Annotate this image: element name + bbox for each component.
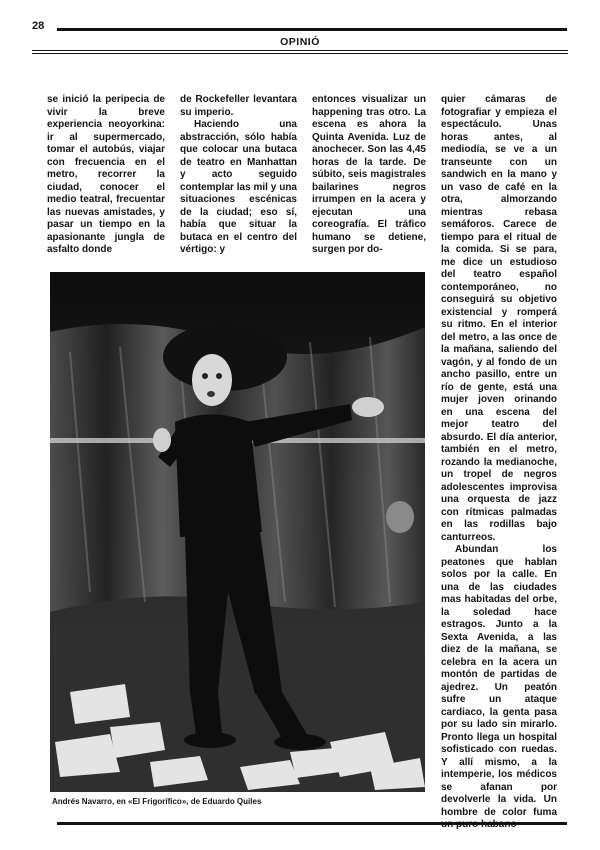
header-rule-thin-2 [32, 53, 568, 54]
header-rule-thin [32, 50, 568, 51]
paragraph: Haciendo una abstracción, sólo había que colocar una butaca de teatro en Manhattan y acto seguido contemplar las mil y una situaciones escénicas de la ciudad; eso sí, había que situar la butaca en el centro del vértigo: y [180, 119, 297, 255]
stage-photo [50, 272, 425, 792]
text-column-3 [312, 94, 426, 257]
header-rule [57, 28, 567, 31]
text-column-2 [180, 94, 297, 257]
photo-caption: Andrés Navarro, en «El Frigorífico», de Eduardo Quiles [52, 797, 262, 806]
paragraph: de Rockefeller levantara su imperio. [180, 94, 297, 118]
paragraph: se inició la peripecia de vivir la breve experiencia neoyorkina: ir al supermercado, tomar el autobús, viajar con frecuencia en el metro, recorrer la ciudad, conocer el medio teatral, frecuentar las nuevas amistades, y pasar un tiempo en la apasionante jungla de asfalto donde [47, 94, 165, 255]
text-column-1 [47, 94, 165, 257]
section-title: OPINIÓ [280, 36, 320, 48]
footer-rule [57, 822, 567, 825]
paragraph: entonces visualizar un happening tras otro. La escena es ahora la Quinta Avenida. Luz de anochecer. Son las 4,45 horas de la tarde. De súbito, seis magistrales bailarines negros irrumpen en la acera y ejecutan una coreografía. El tráfico humano se detiene, surgen por do- [312, 94, 426, 255]
paragraph: Abundan los peatones que hablan solos por la calle. En una de las ciudades mas habitadas del orbe, la soledad hace estragos. Junto a la Sexta Avenida, a las diez de la mañana, se celebra en la acera un montón de partidas de ajedrez. Un peatón sufre un ataque cardiaco, la genta pasa por su lado sin mirarlo. Pronto llega un hospital sofisticado con ruedas. Y allí mismo, a la intemperie, los médicos se afanan por devolverle la vida. Un hombre de color fuma [441, 544, 557, 818]
page-number: 28 [32, 20, 45, 32]
text-column-4 [441, 94, 557, 832]
paragraph: quier cámaras de fotografiar y empieza el espectáculo. Unas horas antes, al mediodía, se ve a un transeunte con un sandwich en la mano y un vaso de café en la otra, almorzando mientras rebasa semáforos. Carece de tiempo para el ritual de la comida. Si se para, me dice un estudioso del teatro español contemporáneo, no conseguirá su objetivo existencial y romperá su ritmo. En el interior del metro, a las once de la mañana, saliendo del vagón, y al fondo de un ancho pasillo, entre un río de gente, está una mujer joven orinando en una escena del mejor teatro del absurdo. El día anterior, también en el metro, rozando la medianoche, un tropel de negros adolescentes improvisa una orquesta de jazz con rítmicas palmadas en las rodillas bajo canturreos. [441, 94, 557, 543]
